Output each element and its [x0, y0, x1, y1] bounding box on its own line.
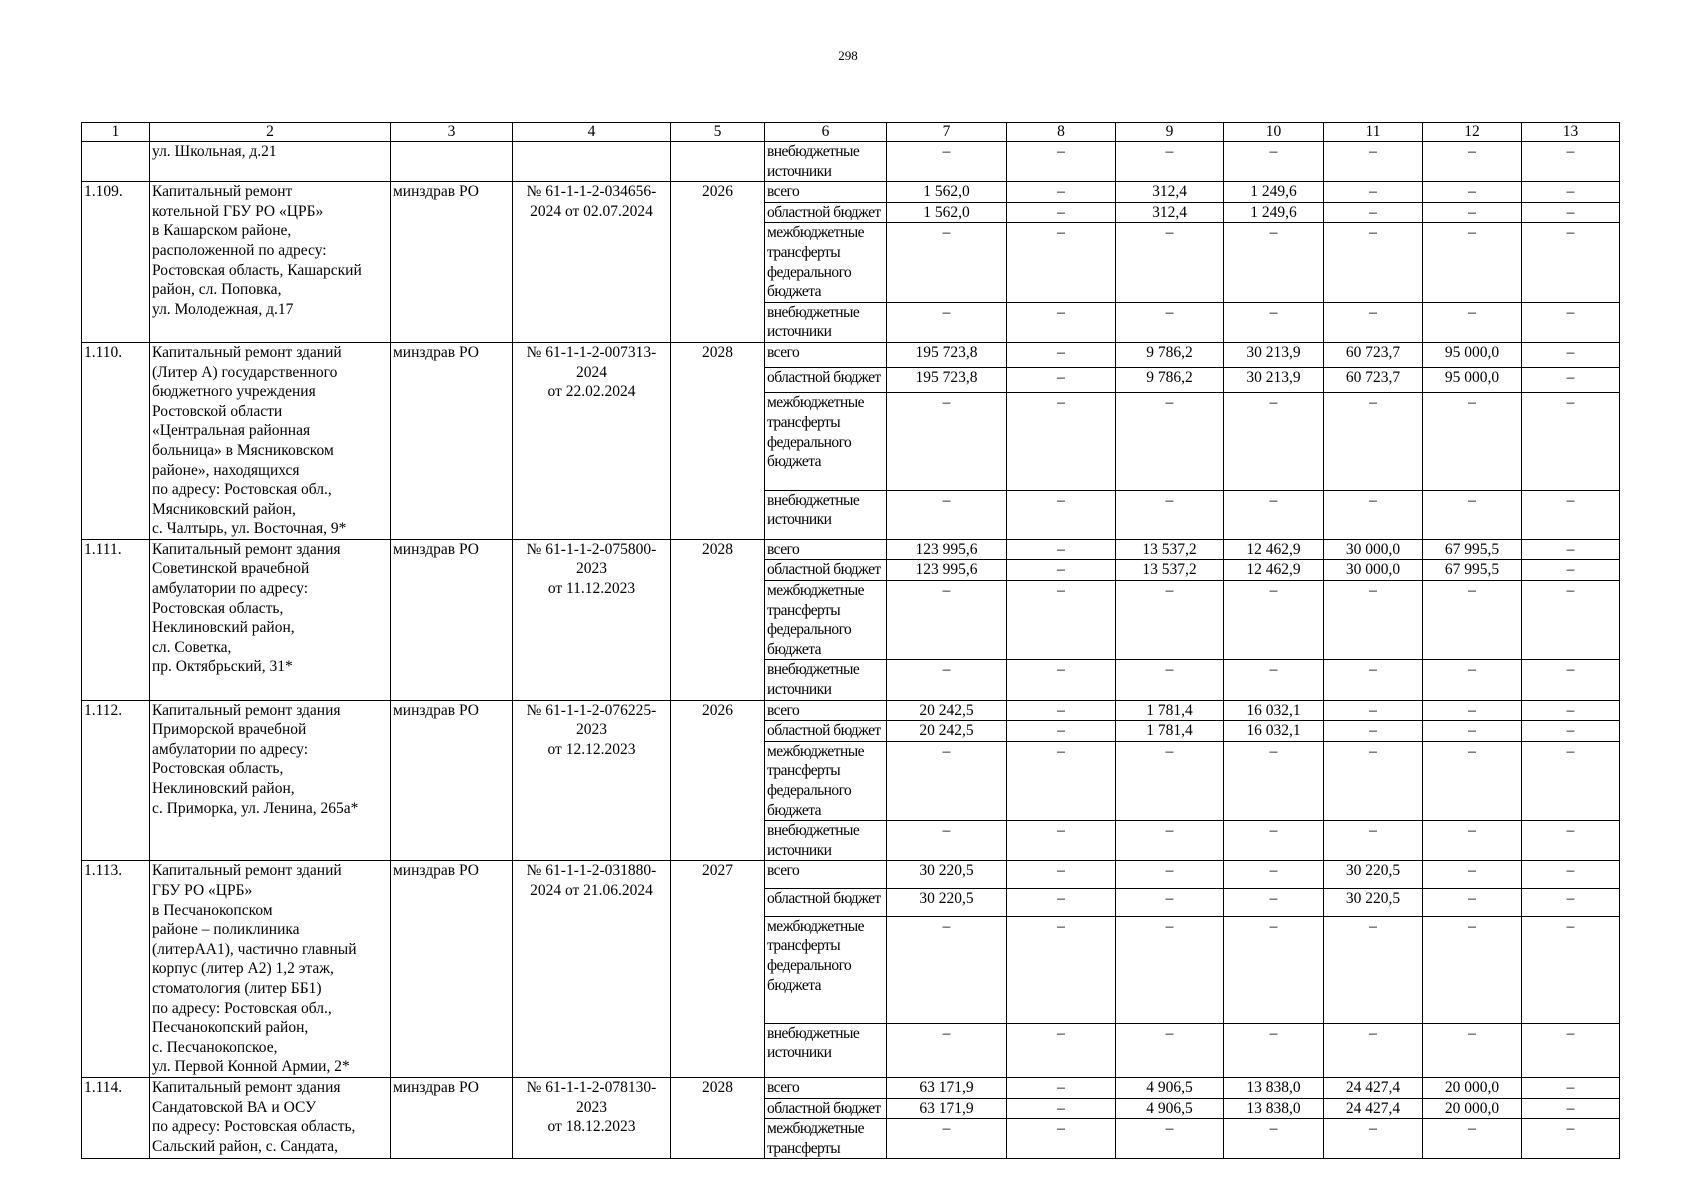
- amount-cell: 30 000,0: [1324, 539, 1423, 560]
- column-number: 4: [513, 123, 671, 142]
- amount-cell: –: [1522, 700, 1620, 721]
- amount-cell: –: [1522, 393, 1620, 490]
- funding-source: межбюджетные трансферты федерального бюджета: [765, 393, 887, 490]
- project-document: № 61-1-1-2-076225- 2023 от 12.12.2023: [513, 700, 671, 861]
- amount-cell: –: [1116, 302, 1224, 342]
- column-number: 2: [150, 123, 391, 142]
- funding-source: внебюджетные источники: [765, 490, 887, 539]
- funding-source: областной бюджет: [765, 1098, 887, 1119]
- amount-cell: –: [1522, 861, 1620, 889]
- amount-cell: –: [1007, 916, 1116, 1023]
- amount-cell: –: [1007, 142, 1116, 182]
- object-name: Капитальный ремонт здания Приморской врачебной амбулатории по адресу: Ростовская область, Неклиновский район, с. Приморка, ул. Ленина, 265а*: [150, 700, 391, 861]
- executor: минздрав РО: [391, 1077, 513, 1158]
- funding-source: внебюджетные источники: [765, 821, 887, 861]
- executor: минздрав РО: [391, 700, 513, 861]
- funding-source: межбюджетные трансферты федерального бюджета: [765, 741, 887, 820]
- funding-source: всего: [765, 861, 887, 889]
- amount-cell: –: [1224, 1023, 1324, 1077]
- funding-source: областной бюджет: [765, 202, 887, 223]
- completion-year: 2027: [671, 861, 765, 1078]
- amount-cell: –: [1423, 916, 1522, 1023]
- amount-cell: –: [1007, 1023, 1116, 1077]
- object-name: ул. Школьная, д.21: [150, 142, 391, 182]
- amount-cell: –: [1007, 660, 1116, 700]
- amount-cell: 95 000,0: [1423, 368, 1522, 393]
- amount-cell: –: [887, 302, 1007, 342]
- column-number: 10: [1224, 123, 1324, 142]
- amount-cell: 24 427,4: [1324, 1077, 1423, 1098]
- amount-cell: –: [1224, 821, 1324, 861]
- executor: [391, 142, 513, 182]
- column-number: 3: [391, 123, 513, 142]
- object-name: Капитальный ремонт котельной ГБУ РО «ЦРБ» в Кашарском районе, расположенной по адресу: Ростовская область, Кашарский район, сл. Поповка, ул. Молодежная, д.17: [150, 182, 391, 343]
- entry-number: 1.109.: [82, 182, 150, 343]
- funding-source: внебюджетные источники: [765, 302, 887, 342]
- object-name: Капитальный ремонт зданий (Литер А) государственного бюджетного учреждения Ростовской области «Центральная районная больница» в Мясниковском районе», находящихся по адресу: Ростовская обл., Мясниковский район, с. Чалтырь, ул. Восточная, 9*: [150, 342, 391, 539]
- amount-cell: –: [1007, 1077, 1116, 1098]
- column-number: 12: [1423, 123, 1522, 142]
- amount-cell: –: [1423, 202, 1522, 223]
- amount-cell: 30 000,0: [1324, 560, 1423, 581]
- column-number: 9: [1116, 123, 1224, 142]
- amount-cell: –: [1522, 202, 1620, 223]
- amount-cell: –: [1007, 368, 1116, 393]
- funding-source: межбюджетные трансферты: [765, 1119, 887, 1159]
- amount-cell: –: [1522, 342, 1620, 367]
- amount-cell: 13 537,2: [1116, 539, 1224, 560]
- budget-table: [81, 122, 1620, 1159]
- column-number-row: [82, 123, 1620, 142]
- table-row: [82, 700, 1620, 721]
- amount-cell: –: [887, 581, 1007, 660]
- amount-cell: –: [1224, 581, 1324, 660]
- entry-number: 1.110.: [82, 342, 150, 539]
- amount-cell: –: [1324, 1023, 1423, 1077]
- column-number: 11: [1324, 123, 1423, 142]
- amount-cell: 195 723,8: [887, 342, 1007, 367]
- amount-cell: –: [1007, 302, 1116, 342]
- amount-cell: –: [1522, 1077, 1620, 1098]
- table-row: [82, 142, 1620, 182]
- amount-cell: –: [1522, 916, 1620, 1023]
- executor: минздрав РО: [391, 342, 513, 539]
- column-number: 6: [765, 123, 887, 142]
- amount-cell: –: [1116, 1119, 1224, 1159]
- amount-cell: –: [1224, 889, 1324, 917]
- amount-cell: –: [1007, 581, 1116, 660]
- amount-cell: –: [1007, 560, 1116, 581]
- completion-year: 2026: [671, 700, 765, 861]
- amount-cell: –: [1522, 302, 1620, 342]
- amount-cell: –: [887, 821, 1007, 861]
- amount-cell: –: [887, 660, 1007, 700]
- amount-cell: –: [1423, 490, 1522, 539]
- executor: минздрав РО: [391, 539, 513, 700]
- amount-cell: –: [1423, 223, 1522, 302]
- amount-cell: 13 537,2: [1116, 560, 1224, 581]
- funding-source: межбюджетные трансферты федерального бюджета: [765, 581, 887, 660]
- amount-cell: –: [1116, 916, 1224, 1023]
- amount-cell: –: [1324, 142, 1423, 182]
- project-document: № 61-1-1-2-075800- 2023 от 11.12.2023: [513, 539, 671, 700]
- amount-cell: –: [1522, 539, 1620, 560]
- column-number: 1: [82, 123, 150, 142]
- funding-source: областной бюджет: [765, 368, 887, 393]
- executor: минздрав РО: [391, 182, 513, 343]
- funding-source: всего: [765, 539, 887, 560]
- amount-cell: 9 786,2: [1116, 342, 1224, 367]
- amount-cell: 20 000,0: [1423, 1077, 1522, 1098]
- column-number: 5: [671, 123, 765, 142]
- column-number: 8: [1007, 123, 1116, 142]
- amount-cell: –: [1522, 581, 1620, 660]
- amount-cell: –: [887, 490, 1007, 539]
- amount-cell: –: [1324, 393, 1423, 490]
- amount-cell: –: [1324, 1119, 1423, 1159]
- amount-cell: –: [1116, 660, 1224, 700]
- amount-cell: –: [1224, 490, 1324, 539]
- amount-cell: –: [1007, 821, 1116, 861]
- amount-cell: 30 213,9: [1224, 368, 1324, 393]
- entry-number: 1.113.: [82, 861, 150, 1078]
- amount-cell: –: [1522, 1023, 1620, 1077]
- completion-year: 2026: [671, 182, 765, 343]
- amount-cell: –: [887, 223, 1007, 302]
- amount-cell: –: [1007, 342, 1116, 367]
- amount-cell: –: [1522, 721, 1620, 742]
- amount-cell: –: [1423, 1023, 1522, 1077]
- amount-cell: –: [1224, 916, 1324, 1023]
- amount-cell: –: [1116, 581, 1224, 660]
- amount-cell: 20 242,5: [887, 700, 1007, 721]
- amount-cell: –: [1007, 182, 1116, 203]
- amount-cell: –: [1522, 182, 1620, 203]
- amount-cell: 12 462,9: [1224, 560, 1324, 581]
- amount-cell: –: [1224, 223, 1324, 302]
- amount-cell: –: [1423, 302, 1522, 342]
- entry-number: 1.114.: [82, 1077, 150, 1158]
- amount-cell: 63 171,9: [887, 1077, 1007, 1098]
- amount-cell: –: [1522, 223, 1620, 302]
- amount-cell: 4 906,5: [1116, 1077, 1224, 1098]
- table-row: [82, 861, 1620, 889]
- amount-cell: 60 723,7: [1324, 342, 1423, 367]
- page-number: 298: [838, 48, 858, 63]
- amount-cell: –: [1522, 660, 1620, 700]
- amount-cell: –: [1224, 142, 1324, 182]
- amount-cell: –: [1324, 223, 1423, 302]
- completion-year: 2028: [671, 1077, 765, 1158]
- project-document: № 61-1-1-2-034656- 2024 от 02.07.2024: [513, 182, 671, 343]
- amount-cell: –: [1224, 741, 1324, 820]
- amount-cell: –: [1324, 202, 1423, 223]
- amount-cell: 95 000,0: [1423, 342, 1522, 367]
- amount-cell: –: [1423, 861, 1522, 889]
- amount-cell: 1 562,0: [887, 202, 1007, 223]
- object-name: Капитальный ремонт здания Советинской врачебной амбулатории по адресу: Ростовская область, Неклиновский район, сл. Советка, пр. Октябрьский, 31*: [150, 539, 391, 700]
- amount-cell: –: [1116, 142, 1224, 182]
- object-name: Капитальный ремонт здания Сандатовской ВА и ОСУ по адресу: Ростовская область, Сальский район, с. Сандата,: [150, 1077, 391, 1158]
- amount-cell: 30 220,5: [1324, 861, 1423, 889]
- table-row: [82, 539, 1620, 560]
- funding-source: всего: [765, 700, 887, 721]
- amount-cell: –: [1116, 393, 1224, 490]
- amount-cell: 30 220,5: [887, 889, 1007, 917]
- funding-source: областной бюджет: [765, 889, 887, 917]
- amount-cell: 195 723,8: [887, 368, 1007, 393]
- amount-cell: 1 781,4: [1116, 721, 1224, 742]
- amount-cell: –: [1007, 490, 1116, 539]
- column-number: 7: [887, 123, 1007, 142]
- amount-cell: 9 786,2: [1116, 368, 1224, 393]
- amount-cell: –: [887, 741, 1007, 820]
- amount-cell: 67 995,5: [1423, 560, 1522, 581]
- amount-cell: –: [1522, 142, 1620, 182]
- entry-number: 1.111.: [82, 539, 150, 700]
- amount-cell: –: [1116, 490, 1224, 539]
- funding-source: внебюджетные источники: [765, 142, 887, 182]
- amount-cell: –: [1007, 861, 1116, 889]
- amount-cell: –: [1007, 721, 1116, 742]
- funding-source: межбюджетные трансферты федерального бюджета: [765, 916, 887, 1023]
- amount-cell: –: [1324, 700, 1423, 721]
- amount-cell: 1 249,6: [1224, 182, 1324, 203]
- amount-cell: –: [1116, 821, 1224, 861]
- amount-cell: –: [1224, 660, 1324, 700]
- amount-cell: –: [1007, 741, 1116, 820]
- amount-cell: –: [1116, 889, 1224, 917]
- amount-cell: 1 781,4: [1116, 700, 1224, 721]
- amount-cell: –: [1324, 182, 1423, 203]
- amount-cell: –: [1522, 490, 1620, 539]
- amount-cell: 63 171,9: [887, 1098, 1007, 1119]
- amount-cell: –: [1522, 560, 1620, 581]
- table-row: [82, 342, 1620, 367]
- amount-cell: –: [1007, 700, 1116, 721]
- amount-cell: 13 838,0: [1224, 1098, 1324, 1119]
- amount-cell: –: [1423, 889, 1522, 917]
- amount-cell: –: [1007, 202, 1116, 223]
- amount-cell: –: [1324, 721, 1423, 742]
- amount-cell: 1 562,0: [887, 182, 1007, 203]
- funding-source: областной бюджет: [765, 721, 887, 742]
- amount-cell: 67 995,5: [1423, 539, 1522, 560]
- amount-cell: 312,4: [1116, 202, 1224, 223]
- funding-source: внебюджетные источники: [765, 1023, 887, 1077]
- amount-cell: –: [1423, 660, 1522, 700]
- funding-source: областной бюджет: [765, 560, 887, 581]
- amount-cell: –: [1007, 393, 1116, 490]
- amount-cell: –: [1423, 581, 1522, 660]
- project-document: № 61-1-1-2-078130- 2023 от 18.12.2023: [513, 1077, 671, 1158]
- amount-cell: –: [1423, 393, 1522, 490]
- project-document: № 61-1-1-2-031880- 2024 от 21.06.2024: [513, 861, 671, 1078]
- amount-cell: –: [1423, 741, 1522, 820]
- amount-cell: –: [887, 1119, 1007, 1159]
- column-number: 13: [1522, 123, 1620, 142]
- amount-cell: –: [1116, 223, 1224, 302]
- amount-cell: –: [1423, 142, 1522, 182]
- amount-cell: –: [1324, 302, 1423, 342]
- executor: минздрав РО: [391, 861, 513, 1078]
- amount-cell: 16 032,1: [1224, 721, 1324, 742]
- funding-source: межбюджетные трансферты федерального бюджета: [765, 223, 887, 302]
- amount-cell: 1 249,6: [1224, 202, 1324, 223]
- amount-cell: 12 462,9: [1224, 539, 1324, 560]
- completion-year: 2028: [671, 342, 765, 539]
- table-row: [82, 1077, 1620, 1098]
- amount-cell: –: [1522, 889, 1620, 917]
- amount-cell: –: [1007, 889, 1116, 917]
- amount-cell: –: [1224, 302, 1324, 342]
- amount-cell: 20 000,0: [1423, 1098, 1522, 1119]
- entry-number: 1.112.: [82, 700, 150, 861]
- amount-cell: –: [1116, 741, 1224, 820]
- amount-cell: –: [1522, 1119, 1620, 1159]
- amount-cell: 24 427,4: [1324, 1098, 1423, 1119]
- project-document: № 61-1-1-2-007313- 2024 от 22.02.2024: [513, 342, 671, 539]
- table-row: [82, 182, 1620, 203]
- amount-cell: 20 242,5: [887, 721, 1007, 742]
- object-name: Капитальный ремонт зданий ГБУ РО «ЦРБ» в Песчанокопском районе – поликлиника (литерАА1), частично главный корпус (литер А2) 1,2 этаж, стоматология (литер ББ1) по адресу: Ростовская обл., Песчанокопский район, с. Песчанокопское, ул. Первой Конной Армии, 2*: [150, 861, 391, 1078]
- amount-cell: –: [1007, 1098, 1116, 1119]
- amount-cell: –: [1522, 821, 1620, 861]
- amount-cell: 4 906,5: [1116, 1098, 1224, 1119]
- amount-cell: –: [1423, 821, 1522, 861]
- amount-cell: –: [1224, 861, 1324, 889]
- amount-cell: –: [1116, 861, 1224, 889]
- amount-cell: –: [1324, 916, 1423, 1023]
- amount-cell: –: [887, 142, 1007, 182]
- amount-cell: –: [1423, 182, 1522, 203]
- amount-cell: 312,4: [1116, 182, 1224, 203]
- amount-cell: –: [887, 916, 1007, 1023]
- amount-cell: –: [887, 393, 1007, 490]
- amount-cell: –: [1522, 741, 1620, 820]
- funding-source: всего: [765, 342, 887, 367]
- amount-cell: –: [1423, 721, 1522, 742]
- entry-number: [82, 142, 150, 182]
- amount-cell: –: [1224, 1119, 1324, 1159]
- amount-cell: –: [1522, 1098, 1620, 1119]
- table-body: [82, 142, 1620, 1159]
- project-document: [513, 142, 671, 182]
- amount-cell: 30 213,9: [1224, 342, 1324, 367]
- amount-cell: –: [1324, 581, 1423, 660]
- amount-cell: 123 995,6: [887, 539, 1007, 560]
- amount-cell: –: [1423, 700, 1522, 721]
- funding-source: всего: [765, 182, 887, 203]
- amount-cell: –: [1522, 368, 1620, 393]
- amount-cell: –: [887, 1023, 1007, 1077]
- amount-cell: –: [1423, 1119, 1522, 1159]
- amount-cell: 13 838,0: [1224, 1077, 1324, 1098]
- amount-cell: –: [1007, 223, 1116, 302]
- amount-cell: –: [1324, 490, 1423, 539]
- amount-cell: 16 032,1: [1224, 700, 1324, 721]
- completion-year: 2028: [671, 539, 765, 700]
- amount-cell: 60 723,7: [1324, 368, 1423, 393]
- amount-cell: 30 220,5: [1324, 889, 1423, 917]
- amount-cell: –: [1324, 821, 1423, 861]
- funding-source: внебюджетные источники: [765, 660, 887, 700]
- funding-source: всего: [765, 1077, 887, 1098]
- amount-cell: 30 220,5: [887, 861, 1007, 889]
- amount-cell: 123 995,6: [887, 560, 1007, 581]
- completion-year: [671, 142, 765, 182]
- amount-cell: –: [1007, 539, 1116, 560]
- amount-cell: –: [1324, 660, 1423, 700]
- amount-cell: –: [1007, 1119, 1116, 1159]
- amount-cell: –: [1116, 1023, 1224, 1077]
- amount-cell: –: [1224, 393, 1324, 490]
- amount-cell: –: [1324, 741, 1423, 820]
